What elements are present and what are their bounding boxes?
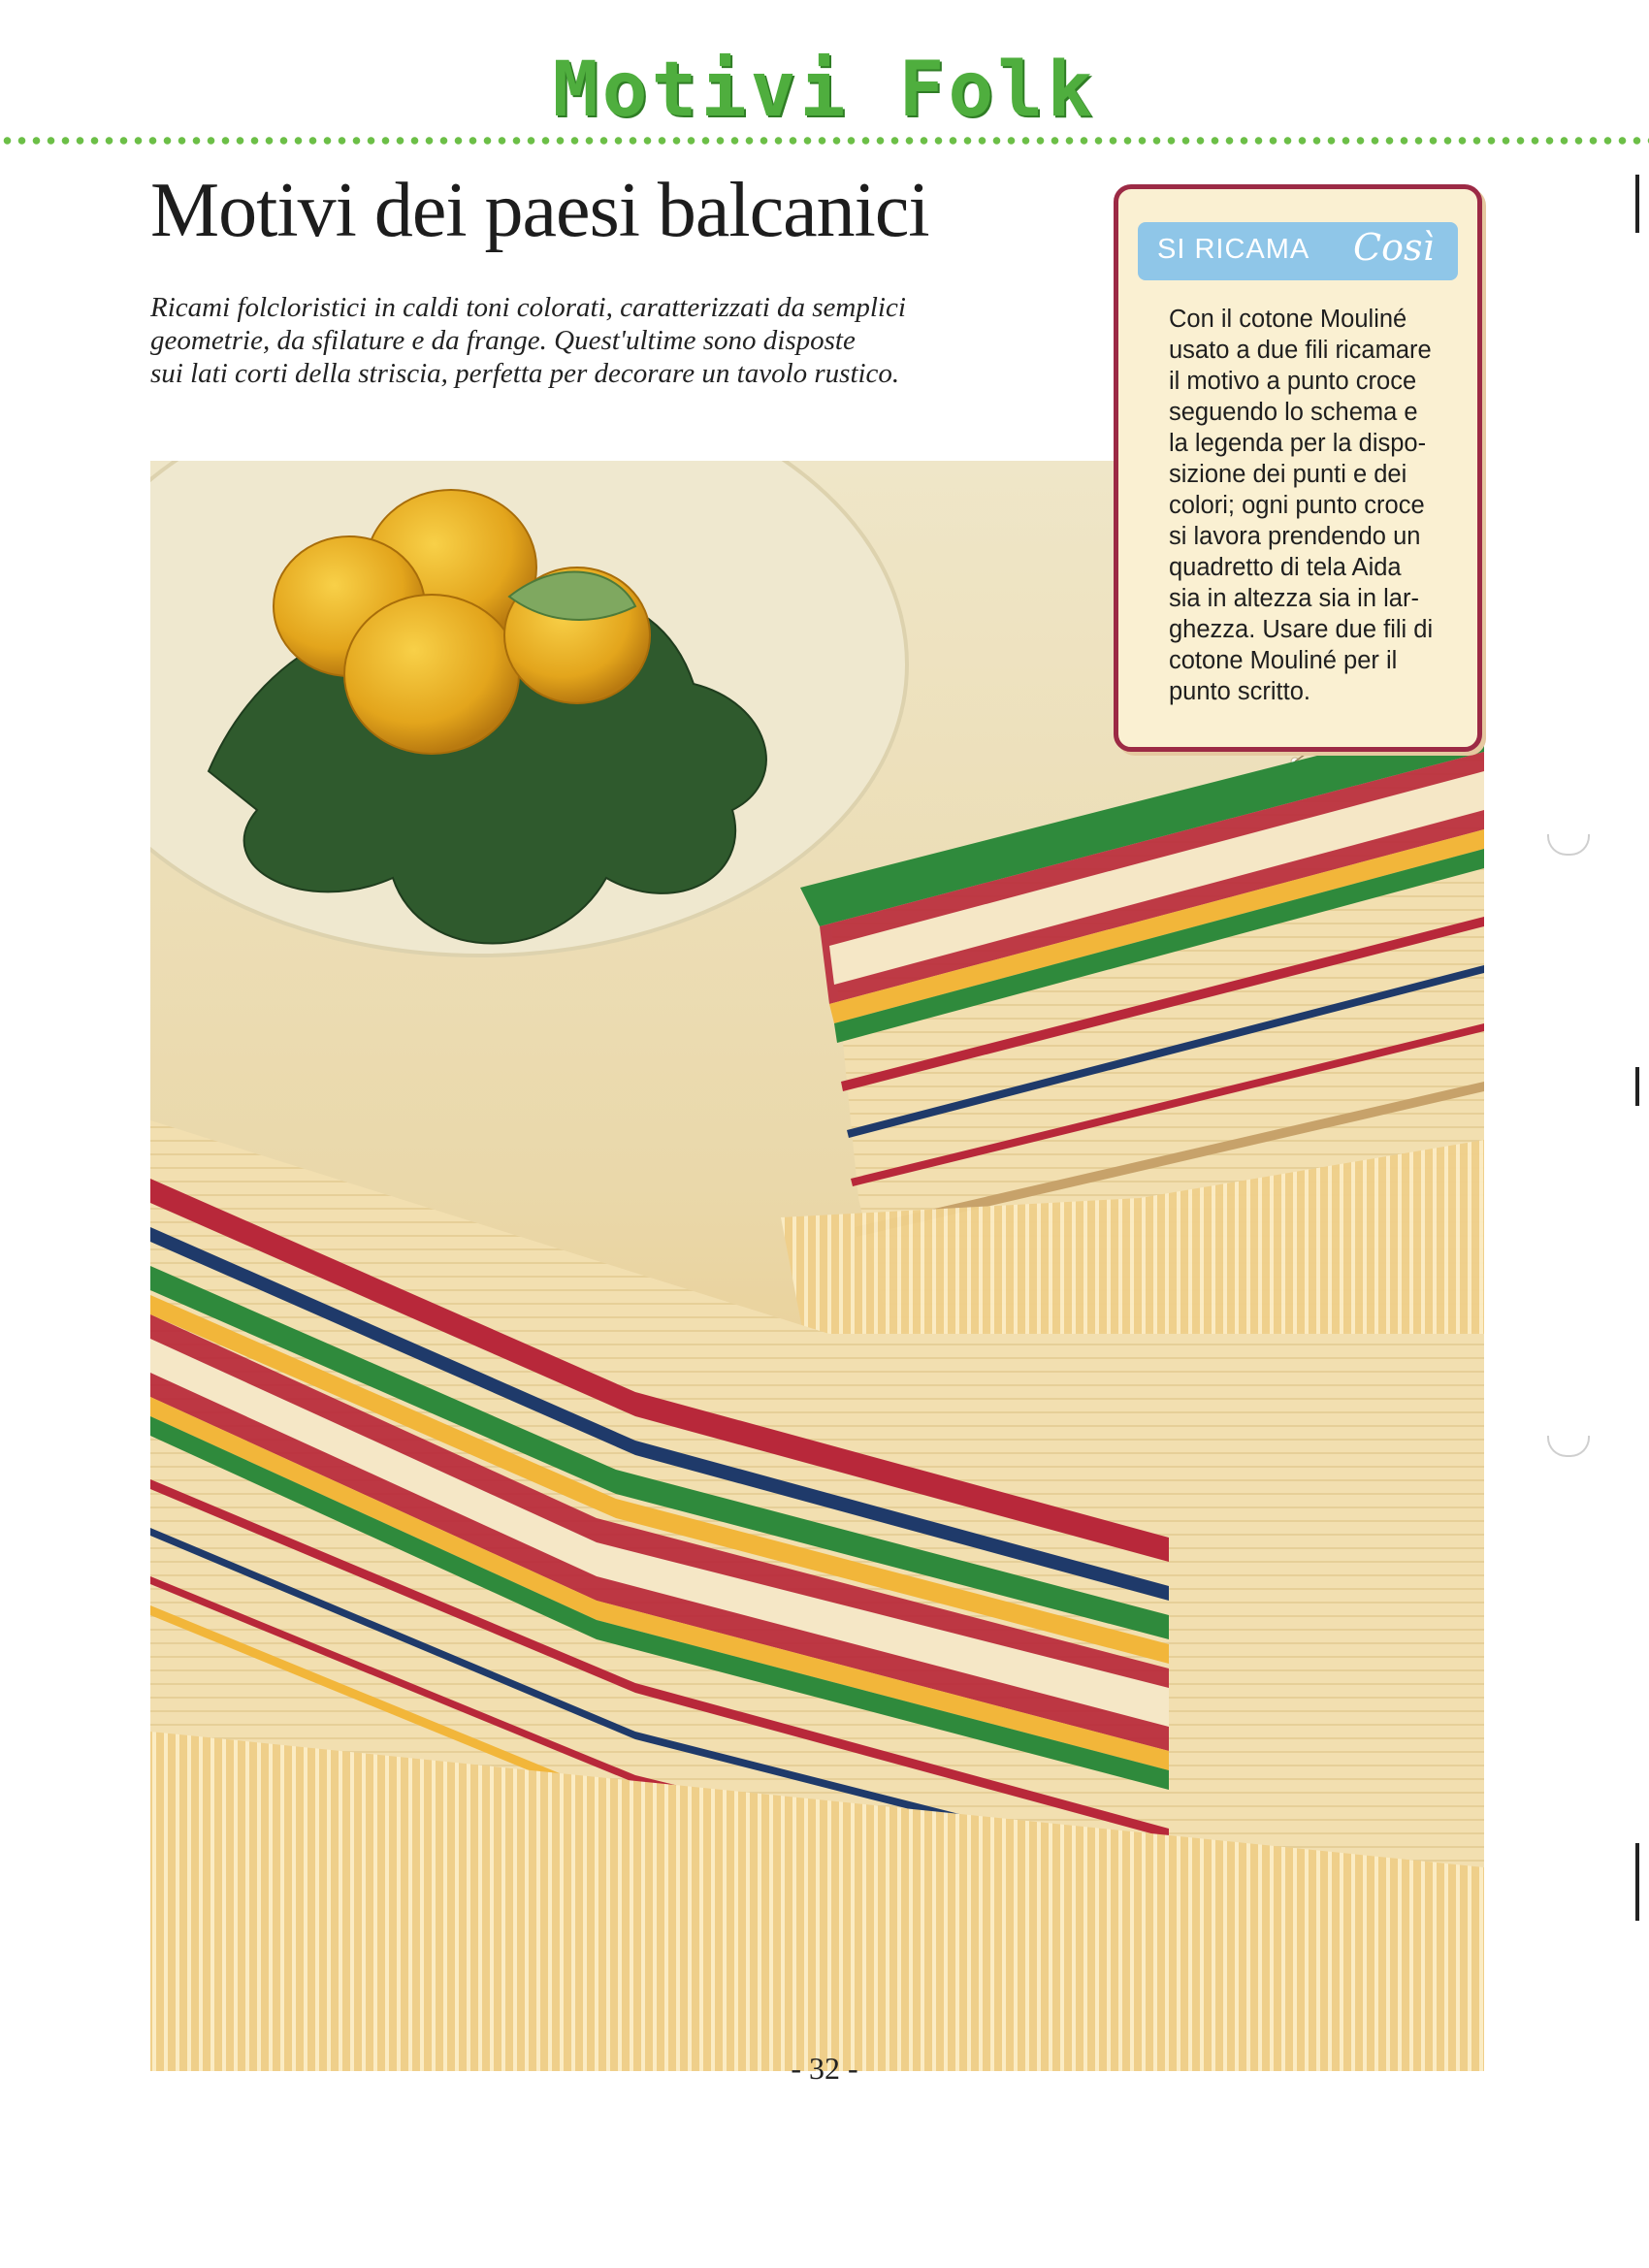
binder-hole-mark [1547,1436,1590,1457]
edge-scan-mark [1635,175,1639,233]
page-title: Motivi dei paesi balcanici [150,168,929,253]
instructions-line: quadretto di tela Aida [1169,554,1402,581]
instructions-line: la legenda per la dispo- [1169,430,1427,457]
section-header-title: Motivi Folk [552,47,1097,134]
page-number: - 32 - [791,2051,858,2086]
instructions-line: il motivo a punto croce [1169,368,1417,395]
intro-line: sui lati corti della striscia, perfetta per decorare un tavolo rustico. [150,358,900,389]
intro-paragraph [150,291,1120,390]
instructions-line: seguendo lo schema e [1169,399,1418,426]
edge-scan-mark [1635,1843,1639,1921]
instructions-box [1114,184,1482,752]
heading-label: SI RICAMA [1157,234,1310,265]
heading-script-label: Così [1353,226,1435,269]
instructions-line: sia in altezza sia in lar- [1169,585,1419,612]
binder-hole-mark [1547,834,1590,856]
instructions-line: ghezza. Usare due fili di [1169,616,1434,643]
instructions-line: si lavora prendendo un [1169,523,1421,550]
intro-line: Ricami folcloristici in caldi toni colorati, caratterizzati da semplici [150,292,906,323]
instructions-line: usato a due fili ricamare [1169,337,1432,364]
instructions-line: cotone Mouliné per il [1169,647,1398,674]
instructions-line: Con il cotone Mouliné [1169,306,1407,333]
instructions-line: sizione dei punti e dei [1169,461,1407,488]
edge-scan-mark [1635,1067,1639,1106]
instructions-box-heading [1138,222,1458,280]
instructions-text [1169,304,1450,707]
instructions-line: colori; ogni punto croce [1169,492,1425,519]
instructions-line: punto scritto. [1169,678,1310,705]
dotted-divider [0,136,1649,146]
intro-line: geometrie, da sfilature e da frange. Quest'ultime sono disposte [150,325,856,356]
